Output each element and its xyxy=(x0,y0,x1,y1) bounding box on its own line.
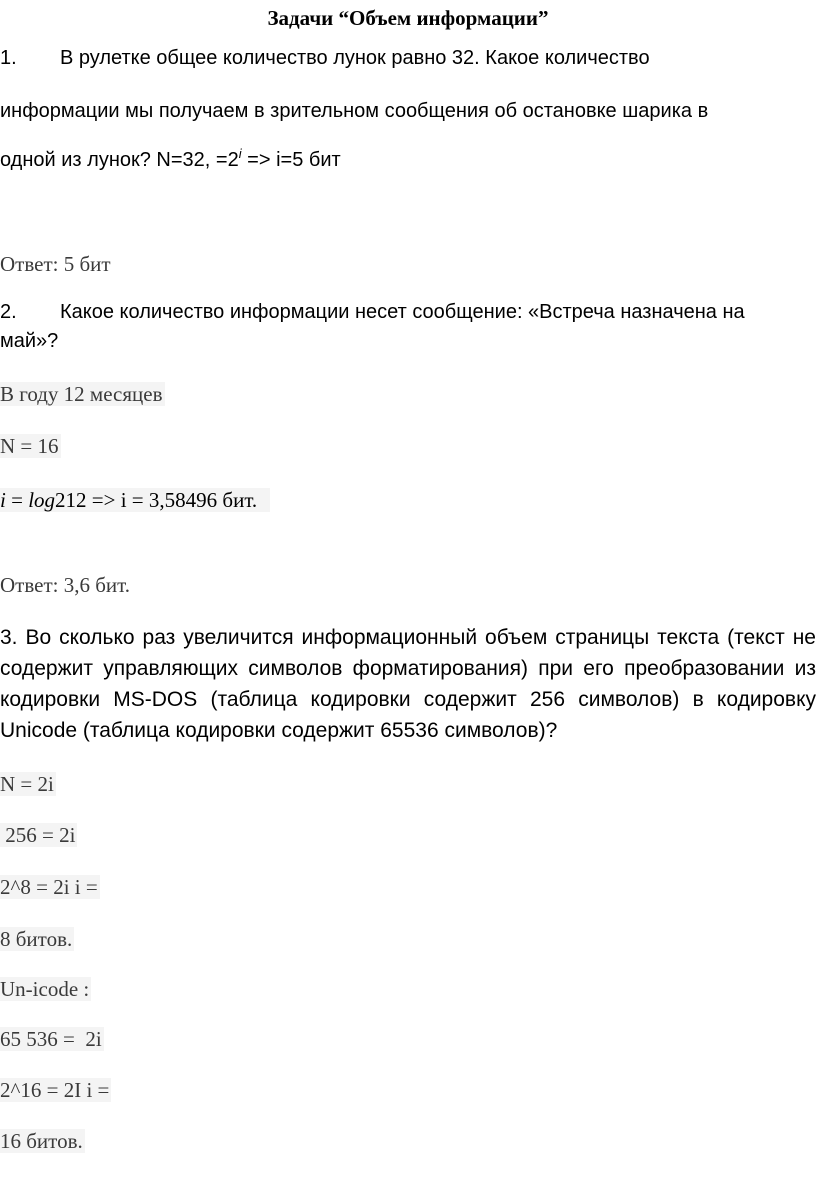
task3-step xyxy=(0,925,74,953)
task2-formula-highlight xyxy=(0,488,270,512)
task1-question-part2: информации мы получаем в зрительном сообщения об остановке шарика в xyxy=(0,100,709,122)
task2-months xyxy=(0,380,165,408)
task1-answer: Ответ: 5 бит xyxy=(0,252,111,276)
page-title: Задачи “Объем информации” xyxy=(267,6,549,30)
task3-question-line3: кодировки MS-DOS (таблица кодировки содержит 256 символов) в кодировку xyxy=(0,688,816,711)
task3-step-text: Un-icode : xyxy=(0,977,90,1001)
task3-step-text: 8 битов. xyxy=(0,927,73,951)
task3-step-text: 16 битов. xyxy=(0,1129,83,1153)
task3-question-line4: Unicode (таблица кодировки содержит 65536 символов)? xyxy=(0,719,558,742)
task2-formula-rest: 212 => i = 3,58496 бит. xyxy=(55,488,258,512)
task3-step xyxy=(0,770,56,798)
task3-step-text: 65 536 = 2i xyxy=(0,1027,102,1051)
task2-line1 xyxy=(0,298,745,326)
task2-answer: Ответ: 3,6 бит. xyxy=(0,573,130,597)
task3-question-line2: содержит управляющих символов форматирования) при его преобразовании из xyxy=(0,657,816,680)
task3-step xyxy=(0,1076,111,1104)
task2-n-value-text: N = 16 xyxy=(0,434,59,458)
task1-question-part3: одной из лунок? N=32, =2 xyxy=(0,149,239,171)
task1-question-part1: В рулетке общее количество лунок равно 32. Какое количество xyxy=(60,47,650,69)
task3-step-text: 256 = 2i xyxy=(0,823,76,847)
task2-months-text: В году 12 месяцев xyxy=(0,382,163,406)
task3-step-text: N = 2i xyxy=(0,772,54,796)
task3-step xyxy=(0,873,100,901)
task3-step xyxy=(0,821,77,849)
task1-line1 xyxy=(0,44,650,72)
task1-exponent: i xyxy=(238,146,242,161)
task2-question-part2: май»? xyxy=(0,330,59,352)
task3-question-line1: 3. Во сколько раз увеличится информационный объем страницы текста (текст не xyxy=(0,626,816,649)
task2-n-value xyxy=(0,432,61,460)
task2-question-part1: Какое количество информации несет сообщение: «Встреча назначена на xyxy=(60,301,745,323)
task1-line3 xyxy=(0,146,341,174)
task3-step-text: 2^8 = 2i i = xyxy=(0,875,98,899)
task1-number: 1. xyxy=(0,47,17,69)
task1-solution: => i=5 бит xyxy=(241,149,341,171)
task3-step-text: 2^16 = 2I i = xyxy=(0,1078,110,1102)
task2-formula-eq: = xyxy=(5,488,29,512)
task2-number: 2. xyxy=(0,301,17,323)
task3-step xyxy=(0,975,91,1003)
task2-formula-log: log xyxy=(28,488,56,512)
task3-step xyxy=(0,1025,104,1053)
task3-step xyxy=(0,1127,85,1155)
task2-formula xyxy=(0,486,270,514)
task2-formula-i: i xyxy=(0,488,6,512)
